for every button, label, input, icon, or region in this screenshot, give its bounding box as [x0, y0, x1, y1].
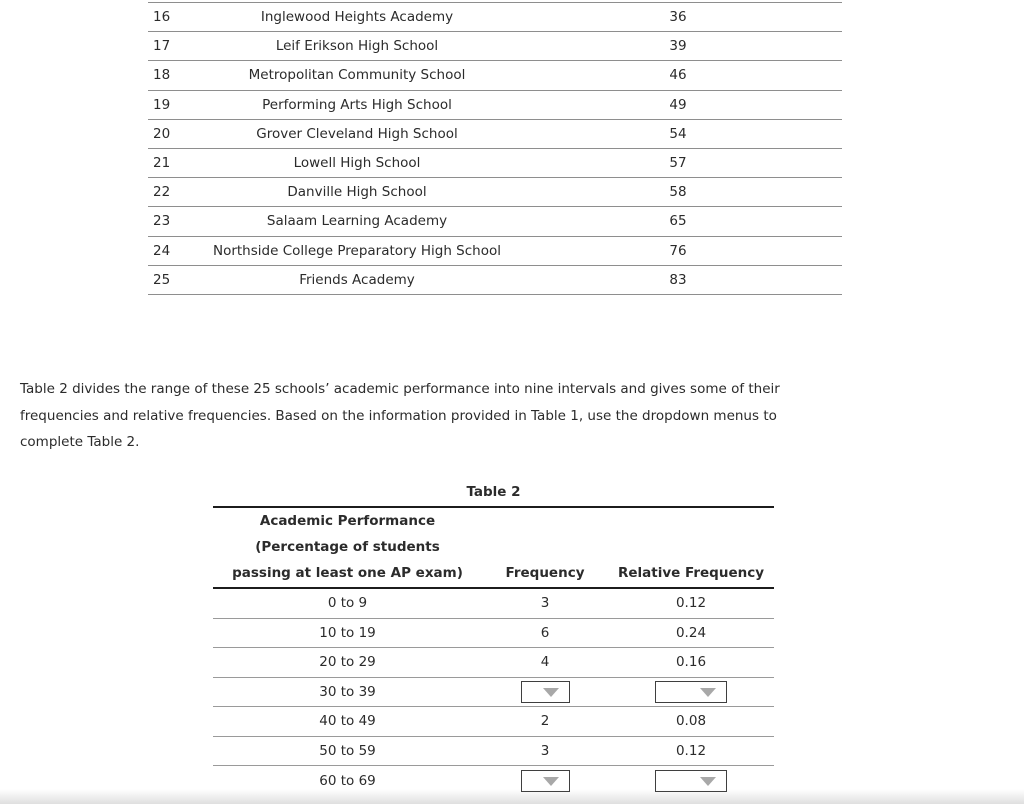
table2-header-frequency: Frequency: [505, 565, 585, 581]
table-row: [148, 91, 842, 120]
table1-rank-cell: 18: [153, 67, 171, 84]
dropdown-arrow-icon: [700, 688, 716, 697]
table2-relative-frequency-cell: [608, 681, 774, 703]
table2-interval-cell: 30 to 39: [319, 683, 376, 700]
table1-school-cell: Metropolitan Community School: [248, 67, 466, 84]
table1-rank-cell: 20: [153, 125, 171, 142]
table1-value-cell: 58: [669, 184, 687, 201]
table2-relative-frequency-cell: [608, 770, 774, 792]
dropdown-arrow-icon: [700, 777, 716, 786]
table2-header-line3: passing at least one AP exam): [232, 565, 463, 581]
table-row: [148, 178, 842, 207]
table1-value-cell: 49: [669, 96, 687, 113]
table2-row: [213, 766, 774, 796]
table-row: [148, 237, 842, 266]
table1-rank-cell: 25: [153, 271, 171, 288]
table1-rank-cell: 21: [153, 155, 171, 172]
table1-rank-cell: 22: [153, 184, 171, 201]
table1-schools: [148, 2, 842, 295]
table2-interval-cell: 50 to 59: [319, 742, 376, 759]
table2-row: [213, 678, 774, 708]
table-row: [148, 120, 842, 149]
table1-value-cell: 46: [669, 67, 687, 84]
table2-relative-frequency-cell: 0.12: [675, 595, 707, 612]
table1-school-cell: Friends Academy: [299, 271, 415, 288]
table2-frequency-cell: 3: [540, 742, 550, 759]
table2-row: [213, 707, 774, 737]
frequency-dropdown[interactable]: [521, 681, 570, 703]
table-row: [148, 3, 842, 32]
table1-value-cell: 39: [669, 38, 687, 55]
table2-relative-frequency-cell: 0.16: [675, 654, 707, 671]
table2-header: [213, 506, 774, 589]
table1-school-cell: Performing Arts High School: [262, 96, 452, 113]
table2-header-line1: Academic Performance: [259, 513, 436, 529]
table2-interval-cell: 0 to 9: [327, 595, 368, 612]
table1-value-cell: 36: [669, 9, 687, 26]
table2-row: [213, 737, 774, 767]
table1-school-cell: Lowell High School: [293, 155, 421, 172]
table1-school-cell: Inglewood Heights Academy: [260, 9, 454, 26]
table1-rank-cell: 16: [153, 9, 171, 26]
table1-school-cell: Salaam Learning Academy: [266, 213, 448, 230]
table-row: [148, 266, 842, 295]
table2-interval-cell: 60 to 69: [319, 772, 376, 789]
table2-frequency-cell: 4: [540, 654, 550, 671]
table-row: [148, 61, 842, 90]
table2-row: [213, 589, 774, 619]
instructions-line: complete Table 2.: [20, 434, 140, 450]
table1-value-cell: 83: [669, 271, 687, 288]
table1-value-cell: 54: [669, 125, 687, 142]
instructions-paragraph: [20, 376, 980, 456]
table2-frequency-cell: 2: [540, 713, 550, 730]
instructions-line: Table 2 divides the range of these 25 schools’ academic performance into nine intervals and gives some of their: [20, 381, 780, 397]
table2-row: [213, 619, 774, 649]
table1-rank-cell: 23: [153, 213, 171, 230]
relative-frequency-dropdown[interactable]: [655, 770, 727, 792]
table1-school-cell: Danville High School: [287, 184, 427, 201]
table1-rank-cell: 24: [153, 242, 171, 259]
table-row: [148, 207, 842, 236]
table2-interval-cell: 20 to 29: [319, 654, 376, 671]
table1-school-cell: Leif Erikson High School: [275, 38, 439, 55]
table1-rank-cell: 19: [153, 96, 171, 113]
table2-header-academic-performance: [213, 508, 482, 586]
table2-interval-cell: 10 to 19: [319, 624, 376, 641]
table-row: [148, 149, 842, 178]
table-row: [148, 32, 842, 61]
table2-relative-frequency-cell: 0.12: [675, 742, 707, 759]
table1-school-cell: Northside College Preparatory High School: [212, 242, 501, 259]
table2-row: [213, 648, 774, 678]
table2-frequency-cell: 6: [540, 624, 550, 641]
table2-frequency-cell: [482, 681, 608, 703]
instructions-line: frequencies and relative frequencies. Based on the information provided in Table 1, use the dropdown menus to: [20, 407, 777, 424]
table1-value-cell: 76: [669, 242, 687, 259]
dropdown-arrow-icon: [543, 777, 559, 786]
table2: [213, 482, 774, 796]
table2-header-line2: (Percentage of students: [255, 539, 440, 555]
relative-frequency-dropdown[interactable]: [655, 681, 727, 703]
table1-value-cell: 65: [669, 213, 687, 230]
table2-frequency-cell: 3: [540, 595, 550, 612]
table2-title: Table 2: [466, 484, 521, 500]
table1-rank-cell: 17: [153, 38, 171, 55]
table2-relative-frequency-cell: 0.08: [675, 713, 707, 730]
table2-header-relative-frequency: Relative Frequency: [617, 565, 765, 581]
dropdown-arrow-icon: [543, 688, 559, 697]
table2-relative-frequency-cell: 0.24: [675, 624, 707, 641]
table2-frequency-cell: [482, 770, 608, 792]
table1-value-cell: 57: [669, 155, 687, 172]
table2-body: [213, 589, 774, 796]
table2-interval-cell: 40 to 49: [319, 713, 376, 730]
frequency-dropdown[interactable]: [521, 770, 570, 792]
table1-school-cell: Grover Cleveland High School: [256, 125, 458, 142]
